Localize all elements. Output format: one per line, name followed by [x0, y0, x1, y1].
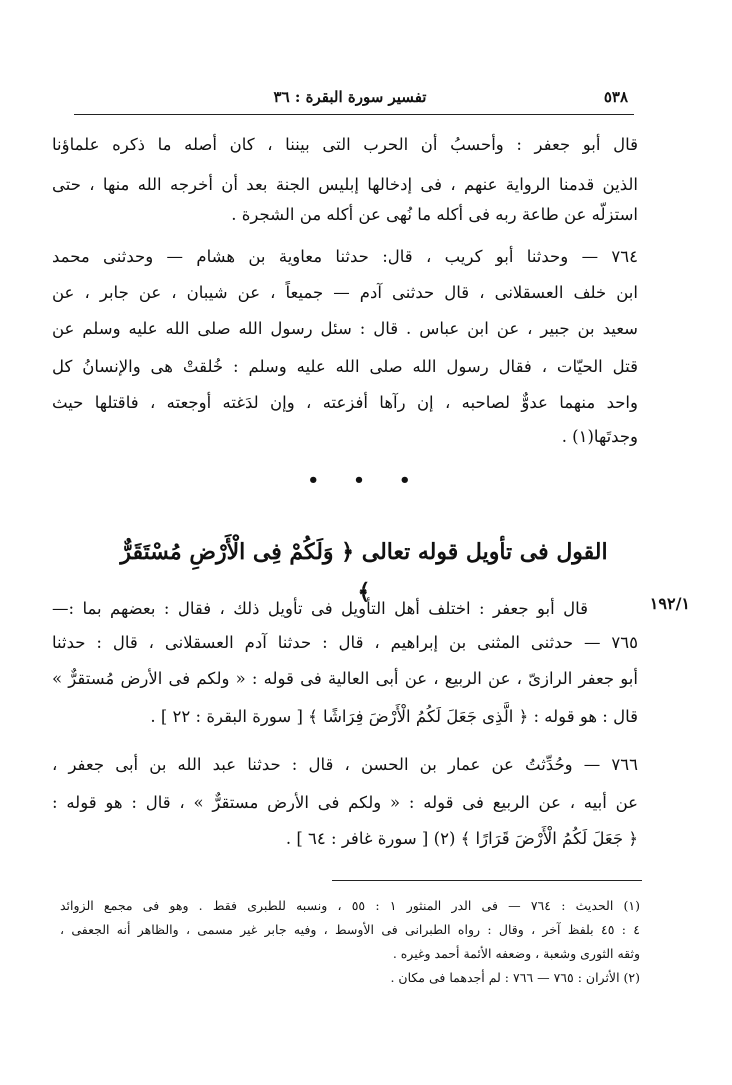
footnote-line: (١) الحديث : ٧٦٤ — فى الدر المنثور ١ : ٥٥ ، ونسبه للطبرى فقط . وهو فى مجمع الزوائد	[60, 898, 640, 913]
text-line: أبو جعفر الرازىّ ، عن الربيع ، عن أبى العالية فى قوله : « ولكم فى الأرض مُستقرٌّ »	[52, 669, 638, 688]
footnote-line: (٢) الأثران : ٧٦٥ — ٧٦٦ : لم أجدهما فى مكان .	[390, 970, 640, 985]
section-separator: • • •	[307, 470, 425, 491]
footnote-line: وثقه الثورى وشعبة ، وضعفه الأئمة أحمد وغيره .	[392, 946, 640, 961]
text-line: وجدتَها(١) .	[561, 427, 638, 446]
text-line: قال : هو قوله : ﴿ الَّذِى جَعَلَ لَكُمُ الْأَرْضَ فِرَاشًا ﴾ [ سورة البقرة : ٢٢ ] .	[150, 707, 638, 726]
text-line: ابن خلف العسقلانى ، قال حدثنى آدم — جميعاً ، عن شيبان ، عن جابر ، عن	[52, 283, 638, 302]
text-line: استزلّه عن طاعة ربه فى أكله ما نُهى عن أكله من الشجرة .	[231, 205, 638, 224]
text-line: قتل الحيّات ، فقال رسول الله صلى الله عليه وسلم : خُلقتْ هى والإنسانُ كل	[52, 357, 638, 376]
text-line: ٧٦٤ — وحدثنا أبو كريب ، قال: حدثنا معاوية بن هشام — وحدثنى محمد	[52, 247, 638, 266]
text-line: ٧٦٥ — حدثنى المثنى بن إبراهيم ، قال : حدثنا آدم العسقلانى ، قال : حدثنا	[52, 633, 638, 652]
margin-reference: ١٩٢/١	[649, 594, 690, 613]
text-line: الذين قدمنا الرواية عنهم ، فى إدخالها إبليس الجنة بعد أن أخرجه الله منها ، حتى	[52, 175, 638, 194]
section-heading: القول فى تأويل قوله تعالى ﴿ وَلَكُمْ فِى الْأَرْضِ مُسْتَقَرٌّ ﴾	[120, 539, 608, 605]
footnote-rule	[332, 880, 642, 881]
text-line: ٧٦٦ — وحُدِّثتُ عن عمار بن الحسن ، قال : حدثنا عبد الله بن أبى جعفر ،	[52, 755, 638, 774]
text-line: سعيد بن جبير ، عن ابن عباس . قال : سئل رسول الله صلى الله عليه وسلم عن	[52, 319, 638, 338]
text-line: قال أبو جعفر : اختلف أهل التأويل فى تأويل ذلك ، فقال : بعضهم بما :—	[52, 599, 588, 618]
text-line: قال أبو جعفر : وأحسبُ أن الحرب التى بيننا ، كان أصله ما ذكره علماؤنا	[52, 135, 638, 154]
running-title: تفسير سورة البقرة : ٣٦	[273, 88, 427, 106]
footnote-line: ٤ : ٤٥ بلفظ آخر ، وقال : رواه الطبرانى فى الأوسط ، وفيه جابر غير مسمى ، والظاهر أنه الجعفى ،	[60, 922, 640, 937]
page-number: ٥٣٨	[603, 88, 628, 106]
text-line: عن أبيه ، عن الربيع فى قوله : « ولكم فى الأرض مستقرٌّ » ، قال : هو قوله :	[52, 793, 638, 812]
header-rule	[74, 114, 634, 115]
text-line: ﴿ جَعَلَ لَكُمُ الْأَرْضَ قَرَارًا ﴾ (٢) [ سورة غافر : ٦٤ ] .	[285, 829, 638, 848]
text-line: واحد منهما عدوٌّ لصاحبه ، إن رآها أفزعته ، وإن لدَغته أوجعته ، فاقتلها حيث	[52, 393, 638, 412]
running-header	[80, 88, 628, 112]
